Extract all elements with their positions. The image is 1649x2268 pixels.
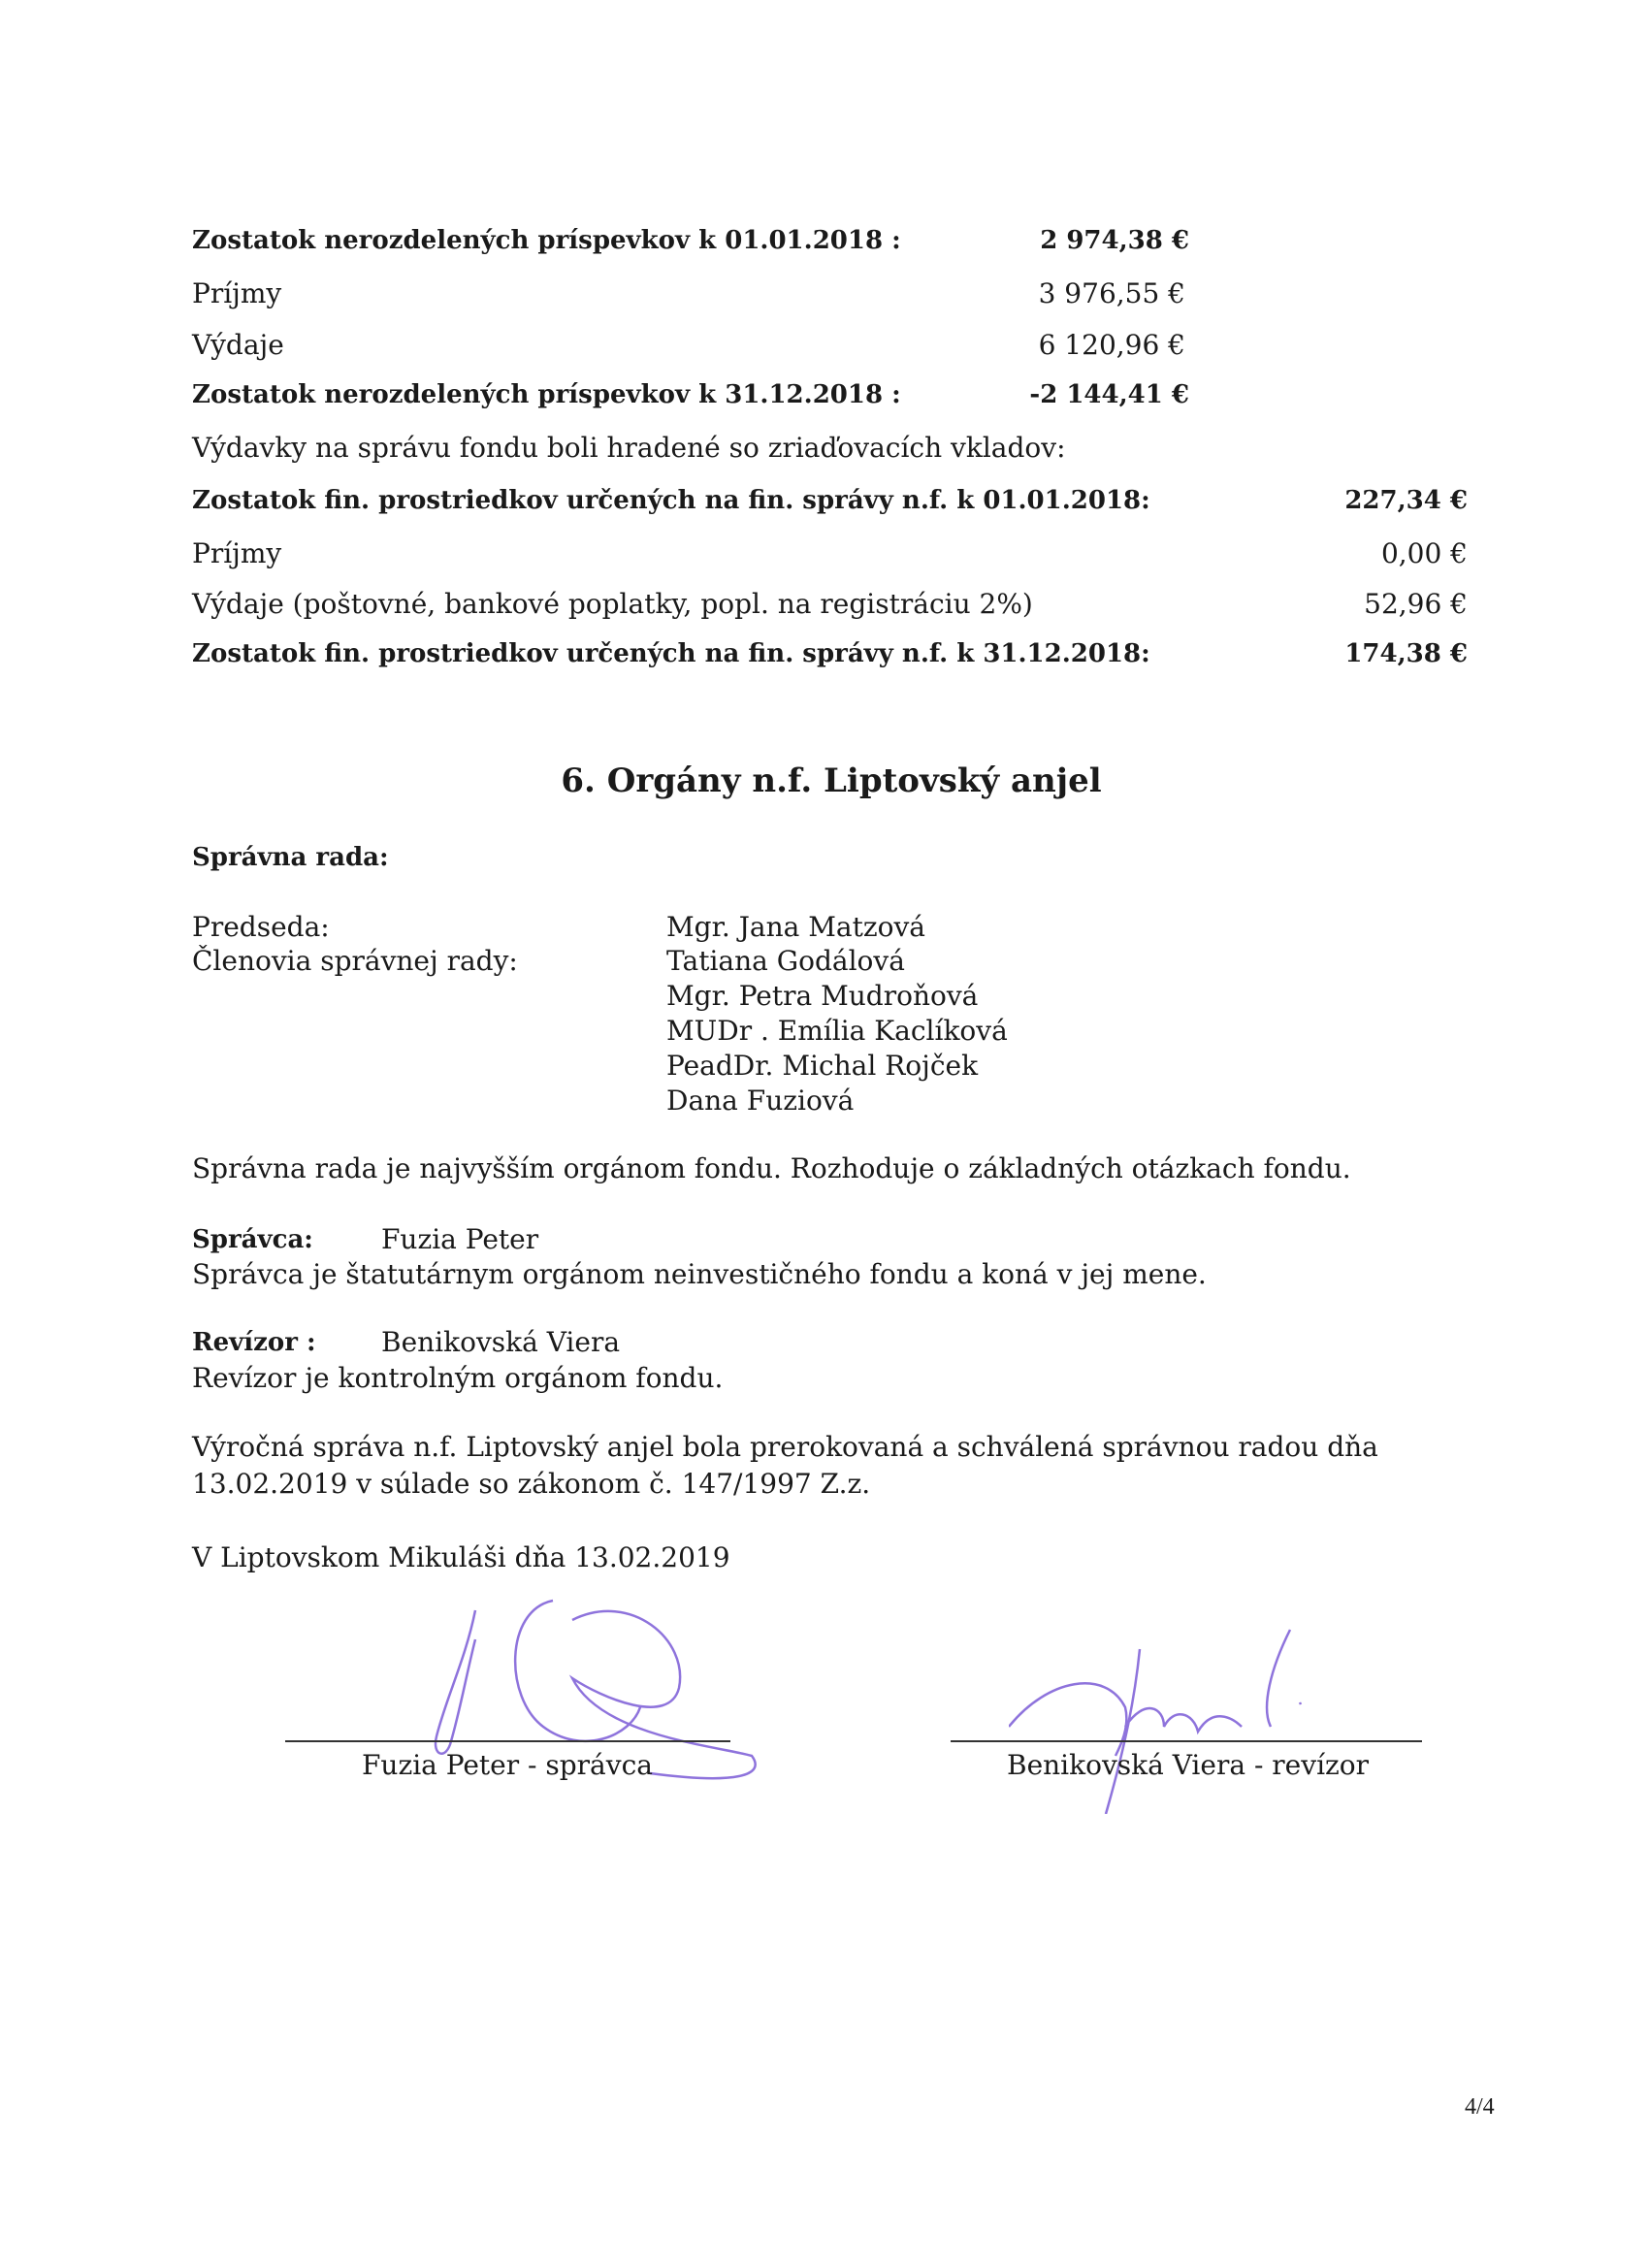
expenses-label: Výdaje [192, 329, 284, 361]
signature-caption-right: Benikovská Viera - revízor [1007, 1749, 1370, 1781]
expenses-value: 6 120,96 € [1038, 329, 1185, 361]
members-label: Členovia správnej rady: [192, 945, 518, 977]
member-name: PeadDr. Michal Rojček [666, 1050, 979, 1082]
balance-end-label: Zostatok nerozdelených príspevkov k 31.12.2018 : [192, 380, 901, 409]
member-name: Tatiana Godálová [666, 945, 905, 977]
balance-start-label: Zostatok nerozdelených príspevkov k 01.01.2018 : [192, 226, 901, 255]
signature-line-right [951, 1740, 1422, 1742]
auditor-description: Revízor je kontrolným orgánom fondu. [192, 1362, 724, 1394]
admin-balance-end-value: 174,38 € [1344, 639, 1468, 668]
signature-caption-left: Fuzia Peter - správca [362, 1749, 653, 1781]
balance-start-value: 2 974,38 € [1040, 226, 1189, 255]
member-name: Dana Fuziová [666, 1085, 855, 1117]
admin-expenses-label: Výdaje (poštovné, bankové poplatky, popl. na registráciu 2%) [192, 588, 1033, 620]
balance-end-value: -2 144,41 € [1029, 380, 1189, 409]
member-name: Mgr. Petra Mudroňová [666, 980, 979, 1012]
approval-line-2: 13.02.2019 v súlade so zákonom č. 147/1997 Z.z. [192, 1468, 871, 1500]
board-description: Správna rada je najvyšším orgánom fondu. Rozhoduje o základných otázkach fondu. [192, 1152, 1351, 1184]
income-value: 3 976,55 € [1038, 277, 1185, 309]
admin-income-value: 0,00 € [1380, 537, 1468, 569]
administrator-label: Správca: [192, 1225, 313, 1254]
administrator-description: Správca je štatutárnym orgánom neinvestičného fondu a koná v jej mene. [192, 1258, 1207, 1290]
admin-expenses-value: 52,96 € [1364, 588, 1468, 620]
admin-balance-start-label: Zostatok fin. prostriedkov určených na fin. správy n.f. k 01.01.2018: [192, 486, 1150, 515]
member-name: Mgr. Jana Matzová [666, 911, 925, 943]
signature-right [1009, 1620, 1377, 1814]
section-heading: 6. Orgány n.f. Liptovský anjel [561, 761, 1102, 800]
member-name: MUDr . Emília Kaclíková [666, 1015, 1008, 1047]
administrator-name: Fuzia Peter [381, 1223, 539, 1255]
page-number: 4/4 [1465, 2094, 1495, 2120]
chair-label: Predseda: [192, 911, 330, 943]
approval-line-1: Výročná správa n.f. Liptovský anjel bola prerokovaná a schválená správnou radou dňa [192, 1431, 1378, 1463]
signature-line-left [285, 1740, 730, 1742]
place-date: V Liptovskom Mikuláši dňa 13.02.2019 [192, 1541, 730, 1573]
auditor-label: Revízor : [192, 1328, 316, 1357]
income-label: Príjmy [192, 277, 282, 309]
auditor-name: Benikovská Viera [381, 1326, 621, 1358]
board-label: Správna rada: [192, 843, 389, 872]
admin-income-label: Príjmy [192, 537, 282, 569]
admin-balance-end-label: Zostatok fin. prostriedkov určených na fin. správy n.f. k 31.12.2018: [192, 639, 1150, 668]
admin-balance-start-value: 227,34 € [1344, 486, 1468, 515]
expenses-note: Výdavky na správu fondu boli hradené so zriaďovacích vkladov: [192, 432, 1066, 464]
